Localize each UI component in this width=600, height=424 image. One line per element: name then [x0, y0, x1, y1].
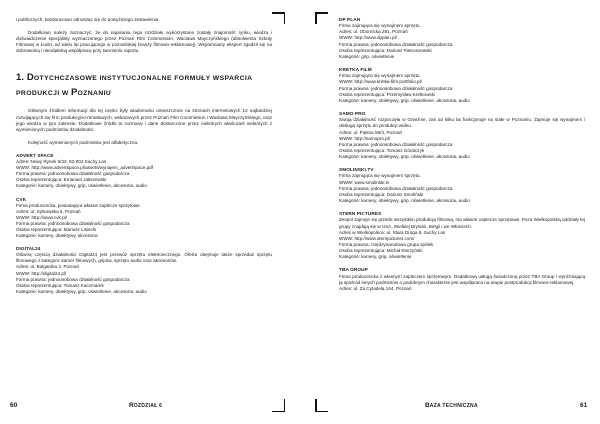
entry-line: Kategorie: kamery, obiektywy, grip, oświetlenie, akcesoria, audio: [16, 288, 147, 294]
entry-title: ADVERT SPACE: [16, 152, 54, 158]
left-page: [0, 0, 296, 424]
entry-line: Osoba reprezentująca: Mariusz Lisiecki: [16, 226, 97, 232]
entry-line: WWW: www.smolinski.tv: [339, 179, 390, 185]
entry-line: Osoba reprezentująca: Dariusz Smoliński: [339, 191, 424, 197]
entry-dp-plan: [339, 17, 585, 60]
entry-line: Kategorie: kamery, obiektywy, grip, oświetlenie, akcesoria, audio: [339, 198, 470, 204]
entry-line: Forma prawna: międzynarodowa grupa spółek: [339, 242, 434, 247]
crop-mark-bottom-right-h: [315, 411, 328, 413]
entry-line: Adres: ul. Bułgarska 2, Poznań: [16, 264, 80, 270]
entry-line: Osoba reprezentująca: Przemysław Kretkowski: [339, 91, 435, 97]
page-number-right: 61: [580, 402, 588, 409]
entry-line: Forma prawna: jednoosobowa działalność gospodarcza: [339, 185, 453, 191]
entry-line: Forma prawna: jednoosobowa działalność gospodarcza: [16, 276, 130, 282]
entry-line: Adres: ul. Obornicka 291, Poznań: [339, 29, 408, 35]
crop-mark-bottom-left-v: [284, 399, 286, 412]
section-heading: 1. DOTYCHCZASOWE INSTYTUCJONALNE FORMUŁY WSPARCIA PRODUKCJI W POZNANIU: [16, 72, 253, 99]
entry-line: Firma zajmująca się wynajmem sprzętu.: [339, 23, 421, 29]
heading-number: 1.: [16, 72, 25, 84]
crop-mark-bottom-right-v: [315, 399, 317, 412]
entry-title: KRETKA FILM: [339, 67, 372, 73]
intro-line: i publicznych, każdorazowo odnosząc się do powyższego zestawienia.: [16, 17, 160, 22]
entry-line: Forma prawna: jednoosobowa działalność gospodarcza: [16, 171, 130, 177]
entry-line: Adres: ul. Piękna 59/3, Poznań: [339, 129, 403, 135]
entry-line: WWW: http://digital24.pl/: [16, 270, 67, 276]
entry-line: Kategorie: kamery, grip, oświetlenie: [339, 254, 412, 260]
entry-title: DP PLAN: [339, 17, 361, 22]
entry-line: Swoją działalność rozpoczęła w Gnieźnie, zaś od kilku lat funkcjonuje na stałe w Poznaniu. Zajmuje się wynajmem i obsługą sprzętu do produkcji wideo.: [339, 117, 585, 129]
entry-line: Forma prawna: jednoosobowa działalność gospodarcza: [16, 220, 130, 226]
entry-line: Osoba reprezentująca: Emanuel Jakszewski: [16, 177, 107, 183]
entry-line: Adres: ul. Za Cytadelą 144, Poznań: [339, 285, 412, 291]
entry-line: Osoba reprezentująca: Tomasz Kaczmarek: [16, 282, 104, 288]
entry-stern-pictures: [339, 211, 585, 260]
entry-line: WWW: http://www.sternpictures.com/: [339, 235, 415, 241]
entry-title: SMOLINSKI.TV: [339, 167, 374, 173]
running-title-right: BAZA TECHNICZNA: [425, 402, 478, 409]
entry-line: Forma prawna: jednoosobowa działalność gospodarcza: [339, 141, 453, 147]
entry-cvk: [16, 197, 272, 240]
entry-line: Kategorie: kamery, obiektywy, grip, oświetlenie, akcesoria, audio: [339, 154, 470, 160]
entry-line: WWW: http://www.kretka-film.portfolio.pl/: [339, 79, 422, 85]
entry-kretka-film: [339, 67, 585, 104]
entry-line: Kategorie: kamery, obiektywy, akcesoria: [16, 233, 98, 239]
entry-line: WWW: http://www.dpplan.pl/: [339, 35, 397, 41]
crop-mark-top-left-v: [284, 12, 286, 24]
crop-mark-top-right-v: [315, 12, 317, 24]
entry-line: Osoba reprezentująca: Tomasz Góralczyk: [339, 147, 425, 153]
entry-line: Adres: ul. Sytkowska 6, Poznań: [16, 208, 81, 214]
crop-mark-top-right-h: [315, 12, 328, 14]
entry-line: Główną częścią działalności Digital24 jest przewóz sprzętu elektronicznego. Oferta obejmuje także sprzedaż sprzętu filmowego z kategorii: kamer filmowych, gripów, sprzętu audio oraz akcesoriów.: [16, 252, 272, 264]
entry-line: Kategorie: grip, oświetlenie: [339, 53, 395, 59]
body-paragraph: Głównym źródłem informacji dla tej części były wiadomości umieszczone na stronach internetowych 12 najbardziej rozwijających się firm produkcyjno-rentalowych, wskazanych przez Poznań Film Commission i Waclawa Mayczyńskiego, oraz jego wiedza w tym zakresie. Dodatkowe źródło to rozmowy i dane dostarczone przez niektórych właścicieli niektórych z wymienionych podmiotów działalności.: [16, 108, 272, 132]
entry-line: Osoba reprezentująca: Michał Sterzyński: [339, 248, 423, 254]
entry-title: SAMO PRO: [339, 111, 366, 117]
right-column: [339, 17, 585, 292]
entry-title: CVK: [16, 196, 27, 202]
entry-smolinski-tv: [339, 167, 585, 204]
entry-line: Firma producencka z własnym zapleczem sprzętowym. Dodatkową usługą świadczoną przez TBA Group i wyróżniającą ją spośród innych podmiotów o podobnym charakterze jest współpraca na etapie postprodukcji filmowo-reklamowej.: [339, 273, 585, 285]
entry-tba-group: [339, 267, 585, 292]
left-column: [16, 17, 272, 295]
entry-line: Firma zajmująca się wynajmem sprzętu.: [339, 73, 421, 79]
intro-paragraph: Dodatkowo należy zaznaczyć, że do napisania tego rozdziału wykorzystane zostały znajomość rynku, wiedza i doświadczenie specjalisty wyznaczonego przez Poznań Film Commission, Waclawa Mayczyńskiego (absolwenta Szkoły Filmowej w Łodzi, od wielu lat pracującego w poznańskiej branży filmowo-reklamowej). Wspomniany ekspert zgodził się na dobrowolną i nieodpłatną współpracę przy tworzeniu raportu.: [16, 30, 272, 54]
entry-samo-pro: [339, 111, 585, 160]
entry-line: Osoba reprezentująca: Dariusz Pietruszewski: [339, 47, 432, 53]
running-title-left: ROZDZIAŁ 6: [129, 402, 163, 409]
entry-line: WWW: http://samopro.pl/: [339, 135, 390, 141]
entry-title: STERN PICTURES: [339, 211, 382, 217]
entry-line: Zespół zajmuje się przede wszystkim produkcją filmową, ma własne zaplecze sprzętowe. Poza Wielkopolską oddziały tej grupy znajdują się w USA, Wielkiej Brytanii, Belgii i we Włoszech.: [339, 217, 585, 229]
entry-line: Kategorie: kamery, obiektywy, grip, oświetlenie, akcesoria, audio: [339, 97, 470, 103]
entry-line: Forma prawna: jednoosobowa działalność gospodarcza: [339, 41, 453, 47]
entry-line: Adres w Wielkopolsce: ul. Stara Droga 8, Suchy Las: [339, 229, 446, 235]
entry-line: Firma zajmująca się wynajmem sprzętu.: [339, 173, 421, 179]
entry-line: Firma producencka, posiadająca własne zaplecze sprzętowe.: [16, 202, 141, 208]
entry-title: DIGITAL24: [16, 246, 41, 252]
entry-line: WWW: http://www.advertspace.pl/assets/wynajem_advertspace.pdf: [16, 165, 154, 171]
entry-line: Kategorie: kamery, obiektywy, grip, oświetlenie, akcesoria, audio: [16, 183, 147, 189]
entry-line: Forma prawna: jednoosobowa działalność gospodarcza: [339, 85, 453, 91]
entry-advert-space: [16, 153, 272, 190]
entry-digital24: [16, 246, 272, 295]
entry-line: WWW: http://www.cvk.pl/: [16, 214, 67, 220]
order-note: Kolejność wymienionych podmiotów jest alfabetyczna.: [28, 139, 139, 145]
entry-line: Adres: Nowy Rynek 6/22, 62-002 Suchy Las: [16, 159, 107, 165]
entry-title: TBA GROUP: [339, 267, 368, 273]
page-number-left: 60: [10, 402, 18, 409]
